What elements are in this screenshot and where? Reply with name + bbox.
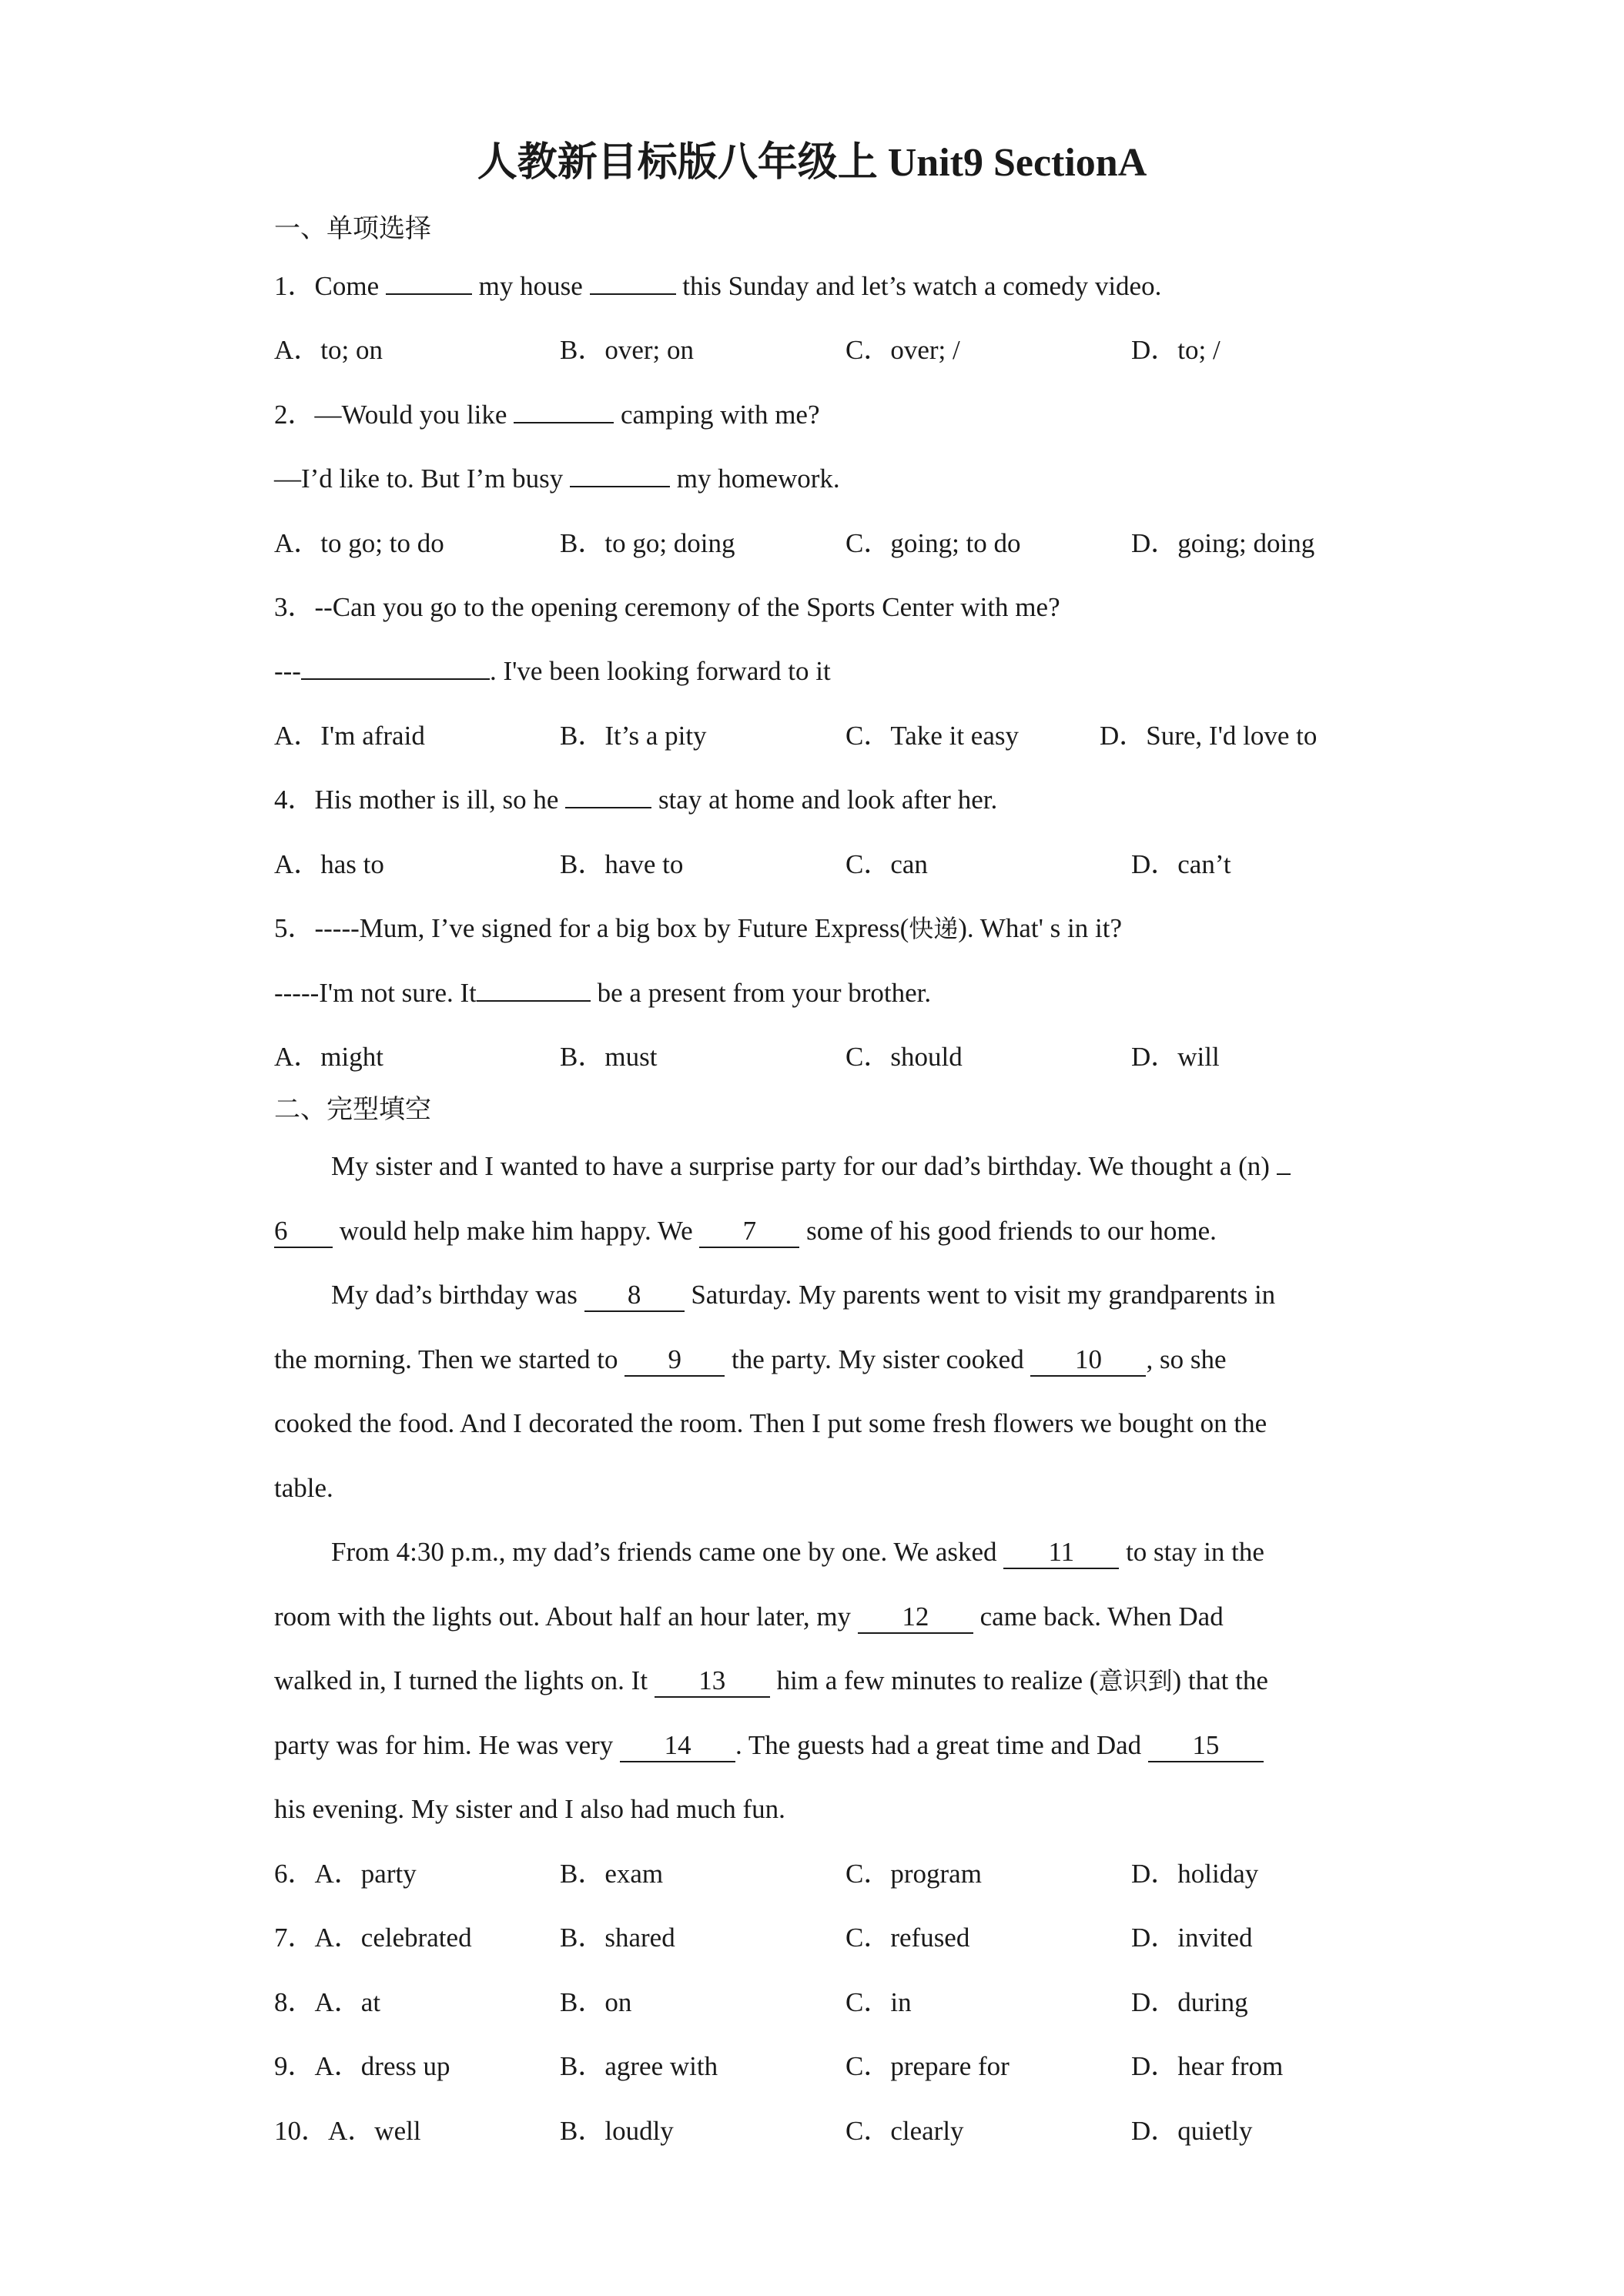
q3-option-c: C．Take it easy (845, 721, 1019, 751)
cloze-number: 7． (274, 1923, 315, 1953)
q2-option-d: D．going; doing (1131, 528, 1315, 558)
q5-reply-b: be a present from your brother. (590, 978, 932, 1008)
passage-text: party was for him. He was very (274, 1730, 621, 1760)
q1-option-d: D．to; / (1131, 335, 1221, 365)
cloze-6-option-d: D．holiday (1131, 1859, 1259, 1889)
title-english: Unit9 SectionA (877, 141, 1147, 185)
blank-15: 15 (1148, 1730, 1264, 1762)
cloze-9-option-c: C．prepare for (845, 2051, 1010, 2081)
cloze-number: 6． (274, 1859, 315, 1889)
passage-line-8 (274, 1598, 1224, 1636)
q4-text-a: 4．His mother is ill, so he (274, 785, 566, 815)
cloze-10-option-a: A．well (328, 2116, 421, 2146)
question-3-reply (274, 652, 831, 691)
q1-text-c: this Sunday and let’s watch a comedy video. (675, 271, 1162, 301)
q1-text-a: 1．Come (274, 271, 386, 301)
q3-option-d: D．Sure, I'd love to (1100, 721, 1318, 751)
passage-line-2 (274, 1212, 1217, 1250)
passage-line-10 (274, 1726, 1264, 1765)
cloze-8-option-c: C．in (845, 1987, 912, 2017)
cloze-8-option-d: D．during (1131, 1987, 1248, 2017)
title-chinese: 人教新目标版八年级上 (477, 139, 878, 186)
passage-text: room with the lights out. About half an hour later, my (274, 1602, 858, 1632)
passage-line-3 (331, 1276, 1275, 1314)
q3-reply-a: --- (274, 656, 301, 686)
question-1 (274, 267, 1161, 306)
passage-line-6: table. (274, 1473, 333, 1503)
page-title (0, 136, 1624, 190)
cloze-7-option-b: B．shared (560, 1923, 675, 1953)
cloze-9-option-a: A．dress up (314, 2051, 450, 2081)
cloze-6-option-c: C．program (845, 1859, 982, 1889)
section-heading-single-choice: 一、单项选择 (274, 213, 431, 244)
cloze-6-number (274, 1855, 417, 1893)
answer-blank (477, 974, 591, 1002)
passage-text-cn: 意识到 (1098, 1666, 1173, 1695)
answer-blank (386, 267, 472, 295)
cloze-number: 9． (274, 2051, 315, 2081)
q2-text-a: 2．—Would you like (274, 400, 514, 430)
q2-option-a: A．to go; to do (274, 528, 444, 558)
passage-text: My dad’s birthday was (331, 1280, 584, 1310)
passage-text: him a few minutes to realize ( (769, 1665, 1099, 1695)
blank-6: 6 (274, 1216, 333, 1248)
passage-text: Saturday. My parents went to visit my grandparents in (684, 1280, 1276, 1310)
passage-line-11: his evening. My sister and I also had much fun. (274, 1794, 785, 1824)
passage-text: From 4:30 p.m., my dad’s friends came one by one. We asked (331, 1537, 1004, 1567)
blank-13: 13 (655, 1665, 770, 1698)
cloze-number: 10． (274, 2116, 329, 2146)
answer-blank (514, 396, 614, 423)
question-5 (274, 909, 1122, 948)
passage-text: came back. When Dad (973, 1602, 1224, 1632)
passage-line-1 (331, 1147, 1291, 1186)
q5-option-b: B．must (560, 1042, 658, 1072)
cloze-10-option-c: C．clearly (845, 2116, 964, 2146)
blank-9: 9 (624, 1344, 725, 1377)
q4-option-a: A．has to (274, 849, 384, 879)
q5-text-a: 5．-----Mum, I’ve signed for a big box by Future Express( (274, 913, 909, 943)
cloze-9-number (274, 2047, 450, 2086)
cloze-7-option-a: A．celebrated (314, 1923, 472, 1953)
question-5-reply (274, 974, 931, 1012)
passage-text: the party. My sister cooked (725, 1344, 1031, 1374)
cloze-7-option-c: C．refused (845, 1923, 970, 1953)
q1-option-a: A．to; on (274, 335, 383, 365)
q4-option-b: B．have to (560, 849, 684, 879)
q5-text-b: ). What' s in it? (958, 913, 1122, 943)
question-3: 3．--Can you go to the opening ceremony of the Sports Center with me? (274, 592, 1060, 622)
q2-text-b: camping with me? (614, 400, 820, 430)
blank-8: 8 (584, 1280, 685, 1312)
q1-option-b: B．over; on (560, 335, 695, 365)
cloze-9-option-b: B．agree with (560, 2051, 718, 2081)
passage-text: would help make him happy. We (333, 1216, 700, 1246)
passage-text: My sister and I wanted to have a surprise party for our dad’s birthday. We thought a (n) (331, 1151, 1277, 1181)
passage-line-7 (331, 1533, 1264, 1571)
passage-text: ) that the (1172, 1665, 1268, 1695)
q2-reply-a: —I’d like to. But I’m busy (274, 464, 570, 494)
cloze-8-option-a: A．at (314, 1987, 381, 2017)
q5-reply-a: -----I'm not sure. It (274, 978, 477, 1008)
passage-text: to stay in the (1119, 1537, 1264, 1567)
q2-option-b: B．to go; doing (560, 528, 735, 558)
answer-blank (590, 267, 676, 295)
cloze-10-option-d: D．quietly (1131, 2116, 1253, 2146)
blank-7: 7 (699, 1216, 799, 1248)
q5-option-d: D．will (1131, 1042, 1220, 1072)
answer-blank (301, 652, 490, 680)
section-heading-cloze: 二、完型填空 (274, 1094, 431, 1125)
passage-text: . The guests had a great time and Dad (735, 1730, 1148, 1760)
q2-reply-b: my homework. (670, 464, 840, 494)
q4-option-c: C．can (845, 849, 928, 879)
blank-10: 10 (1030, 1344, 1146, 1377)
q3-option-a: A．I'm afraid (274, 721, 425, 751)
question-4 (274, 781, 997, 819)
blank-6-start (1277, 1173, 1291, 1175)
q5-option-a: A．might (274, 1042, 383, 1072)
blank-12: 12 (858, 1602, 973, 1634)
cloze-10-option-b: B．loudly (560, 2116, 674, 2146)
q5-text-cn: 快递 (909, 914, 959, 943)
cloze-7-option-d: D．invited (1131, 1923, 1253, 1953)
answer-blank (570, 460, 670, 487)
q4-option-d: D．can’t (1131, 849, 1231, 879)
q3-reply-b: . I've been looking forward to it (489, 656, 831, 686)
cloze-7-number (274, 1919, 472, 1957)
cloze-9-option-d: D．hear from (1131, 2051, 1284, 2081)
q5-option-c: C．should (845, 1042, 963, 1072)
q1-option-c: C．over; / (845, 335, 960, 365)
cloze-6-option-b: B．exam (560, 1859, 664, 1889)
q2-option-c: C．going; to do (845, 528, 1021, 558)
answer-blank (565, 781, 651, 808)
passage-text: , so she (1146, 1344, 1227, 1374)
blank-11: 11 (1003, 1537, 1119, 1569)
passage-line-5: cooked the food. And I decorated the room. Then I put some fresh flowers we bought on the (274, 1408, 1267, 1438)
passage-text: walked in, I turned the lights on. It (274, 1665, 655, 1695)
cloze-number: 8． (274, 1987, 315, 2017)
question-2 (274, 396, 820, 434)
q3-option-b: B．It’s a pity (560, 721, 707, 751)
cloze-10-number (274, 2112, 421, 2150)
question-2-reply (274, 460, 840, 498)
q4-text-b: stay at home and look after her. (651, 785, 998, 815)
passage-text: the morning. Then we started to (274, 1344, 625, 1374)
passage-text: some of his good friends to our home. (799, 1216, 1217, 1246)
blank-14: 14 (620, 1730, 735, 1762)
cloze-8-number (274, 1983, 380, 2022)
passage-line-9 (274, 1662, 1268, 1700)
q1-text-b: my house (471, 271, 590, 301)
cloze-8-option-b: B．on (560, 1987, 632, 2017)
cloze-6-option-a: A．party (314, 1859, 417, 1889)
passage-line-4 (274, 1340, 1227, 1379)
